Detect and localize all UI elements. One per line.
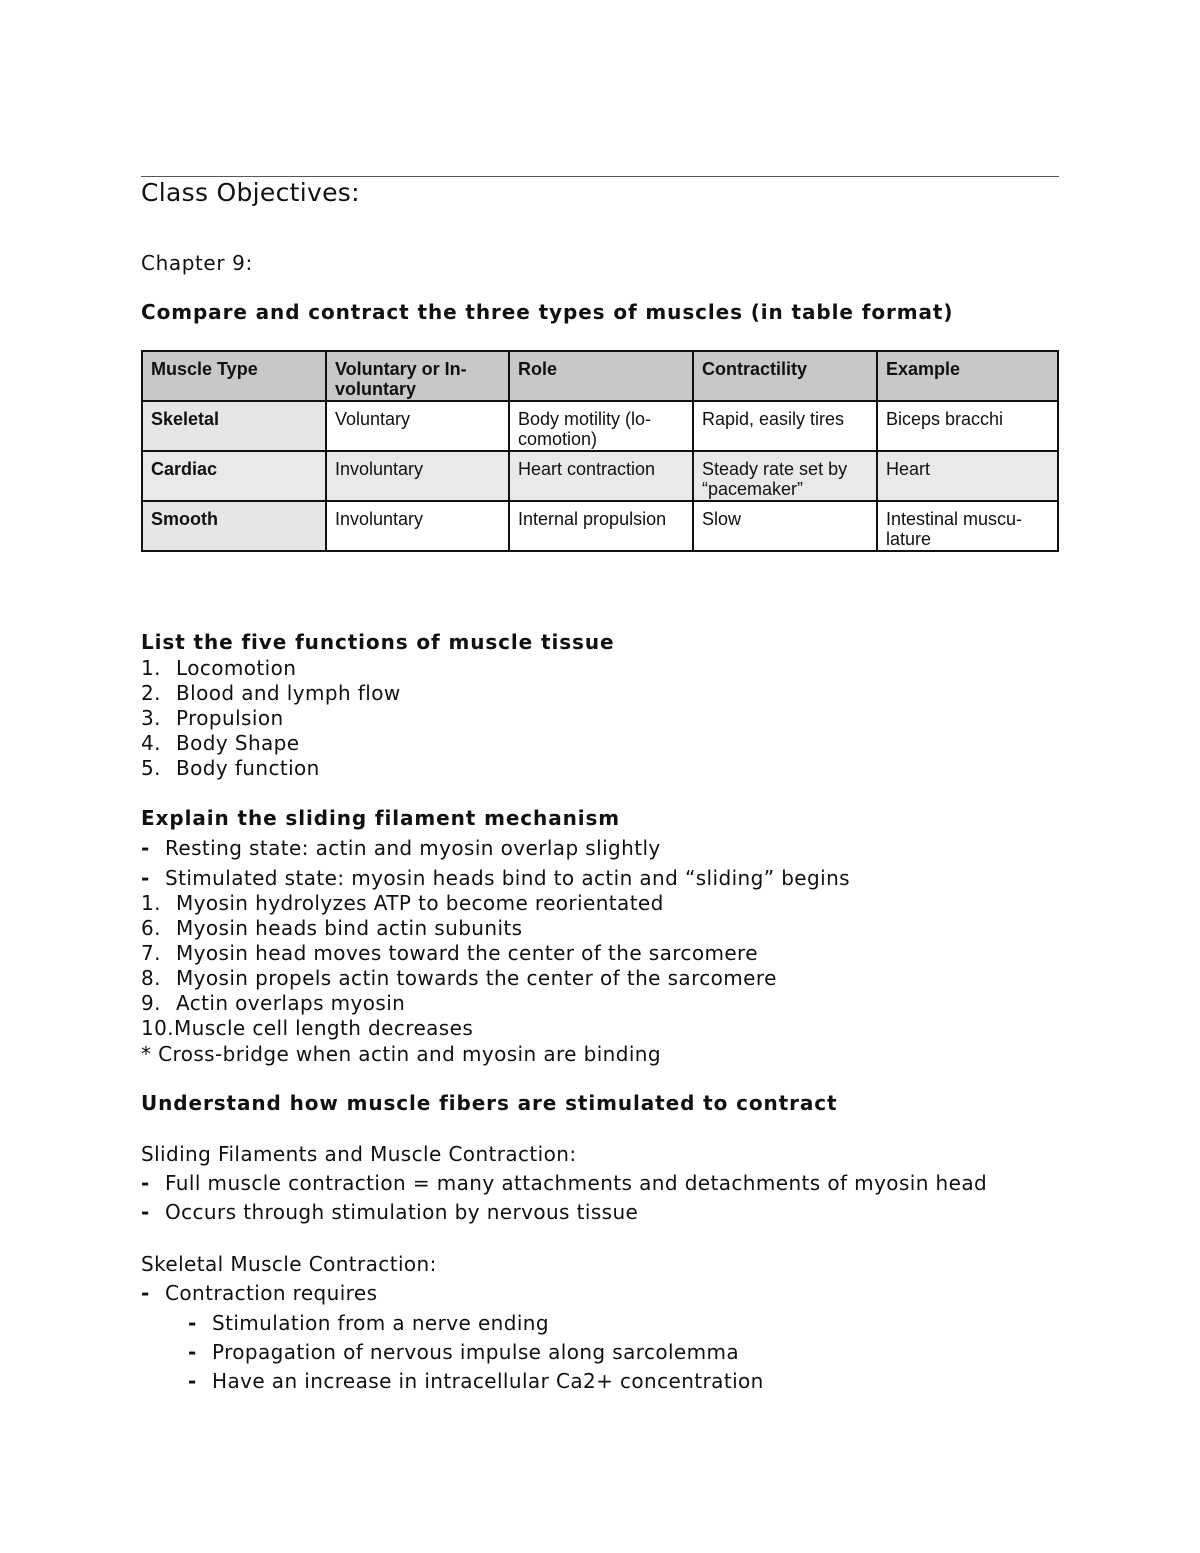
muscle-types-table — [141, 350, 1059, 552]
list-item — [141, 916, 522, 940]
top-rule — [141, 176, 1059, 177]
table-row — [142, 451, 1058, 501]
table-cell: Steady rate set by “pacemaker” — [693, 451, 877, 501]
bullet-text: Contraction requires — [165, 1281, 378, 1305]
footnote: * Cross-bridge when actin and myosin are binding — [141, 1042, 661, 1066]
section-heading-compare: Compare and contract the three types of muscles (in table format) — [141, 300, 954, 324]
list-item — [141, 706, 284, 730]
bullet-text: Resting state: actin and myosin overlap slightly — [165, 836, 661, 860]
list-text: Myosin hydrolyzes ATP to become reorientated — [176, 891, 664, 915]
table-header-cell: Voluntary or In- voluntary — [326, 351, 509, 401]
table-cell: Intestinal muscu- lature — [877, 501, 1058, 551]
bullet-item — [141, 1281, 377, 1305]
bullet-text: Full muscle contraction = many attachments and detachments of myosin head — [165, 1171, 988, 1195]
table-header-cell: Contractility — [693, 351, 877, 401]
list-item — [141, 966, 777, 990]
bullet-item — [141, 836, 661, 860]
bullet-item — [141, 1200, 638, 1224]
list-number: 8. — [141, 966, 161, 990]
table-cell: Voluntary — [326, 401, 509, 451]
dash-bullet-icon: - — [141, 866, 150, 890]
sub-bullet-item — [188, 1311, 549, 1335]
section-heading-stimulation: Understand how muscle fibers are stimulated to contract — [141, 1091, 838, 1115]
list-number: 9. — [141, 991, 161, 1015]
list-number: 10. — [141, 1016, 175, 1040]
table-header-cell: Muscle Type — [142, 351, 326, 401]
list-number: 4. — [141, 731, 161, 755]
list-text: Propulsion — [176, 706, 284, 730]
table-cell: Internal propulsion — [509, 501, 693, 551]
dash-bullet-icon: - — [188, 1311, 197, 1335]
table-row-header: Skeletal — [142, 401, 326, 451]
list-item — [141, 891, 664, 915]
dash-bullet-icon: - — [141, 1281, 150, 1305]
table-header-cell: Role — [509, 351, 693, 401]
section-heading-sliding: Explain the sliding filament mechanism — [141, 806, 621, 830]
list-item — [141, 1016, 473, 1040]
table-row — [142, 501, 1058, 551]
list-text: Body Shape — [176, 731, 300, 755]
list-item — [141, 941, 758, 965]
list-text: Locomotion — [176, 656, 297, 680]
list-text: Myosin heads bind actin subunits — [176, 916, 523, 940]
bullet-text: Occurs through stimulation by nervous tissue — [165, 1200, 639, 1224]
table-cell: Body motility (lo- comotion) — [509, 401, 693, 451]
table-row-header: Smooth — [142, 501, 326, 551]
table-header-row — [142, 351, 1058, 401]
list-number: 1. — [141, 656, 161, 680]
table-row-header: Cardiac — [142, 451, 326, 501]
list-item — [141, 991, 405, 1015]
list-text: Body function — [176, 756, 320, 780]
bullet-item — [141, 1171, 987, 1195]
dash-bullet-icon: - — [141, 836, 150, 860]
section-heading-functions: List the five functions of muscle tissue — [141, 630, 615, 654]
list-number: 3. — [141, 706, 161, 730]
table-row — [142, 401, 1058, 451]
bullet-text: Have an increase in intracellular Ca2+ concentration — [212, 1369, 764, 1393]
table-cell: Involuntary — [326, 451, 509, 501]
list-number: 5. — [141, 756, 161, 780]
table-cell: Rapid, easily tires — [693, 401, 877, 451]
sub-bullet-item — [188, 1340, 739, 1364]
bullet-text: Stimulated state: myosin heads bind to actin and “sliding” begins — [165, 866, 850, 890]
list-text: Myosin head moves toward the center of the sarcomere — [176, 941, 758, 965]
table-cell: Biceps bracchi — [877, 401, 1058, 451]
subsection-title: Sliding Filaments and Muscle Contraction: — [141, 1142, 577, 1166]
bullet-text: Stimulation from a nerve ending — [212, 1311, 549, 1335]
table-cell: Heart contraction — [509, 451, 693, 501]
list-item — [141, 756, 320, 780]
chapter-heading: Chapter 9: — [141, 251, 253, 275]
dash-bullet-icon: - — [141, 1171, 150, 1195]
list-number: 6. — [141, 916, 161, 940]
table-cell: Slow — [693, 501, 877, 551]
list-item — [141, 656, 296, 680]
table-cell: Heart — [877, 451, 1058, 501]
table-header-cell: Example — [877, 351, 1058, 401]
list-number: 1. — [141, 891, 161, 915]
list-number: 2. — [141, 681, 161, 705]
dash-bullet-icon: - — [188, 1369, 197, 1393]
list-text: Blood and lymph flow — [176, 681, 401, 705]
dash-bullet-icon: - — [141, 1200, 150, 1224]
list-item — [141, 681, 401, 705]
list-number: 7. — [141, 941, 161, 965]
list-item — [141, 731, 299, 755]
page-title: Class Objectives: — [141, 178, 360, 207]
list-text: Muscle cell length decreases — [174, 1016, 474, 1040]
dash-bullet-icon: - — [188, 1340, 197, 1364]
table-cell: Involuntary — [326, 501, 509, 551]
bullet-text: Propagation of nervous impulse along sarcolemma — [212, 1340, 740, 1364]
bullet-item — [141, 866, 850, 890]
list-text: Myosin propels actin towards the center of the sarcomere — [176, 966, 777, 990]
sub-bullet-item — [188, 1369, 764, 1393]
subsection-title: Skeletal Muscle Contraction: — [141, 1252, 437, 1276]
list-text: Actin overlaps myosin — [176, 991, 406, 1015]
